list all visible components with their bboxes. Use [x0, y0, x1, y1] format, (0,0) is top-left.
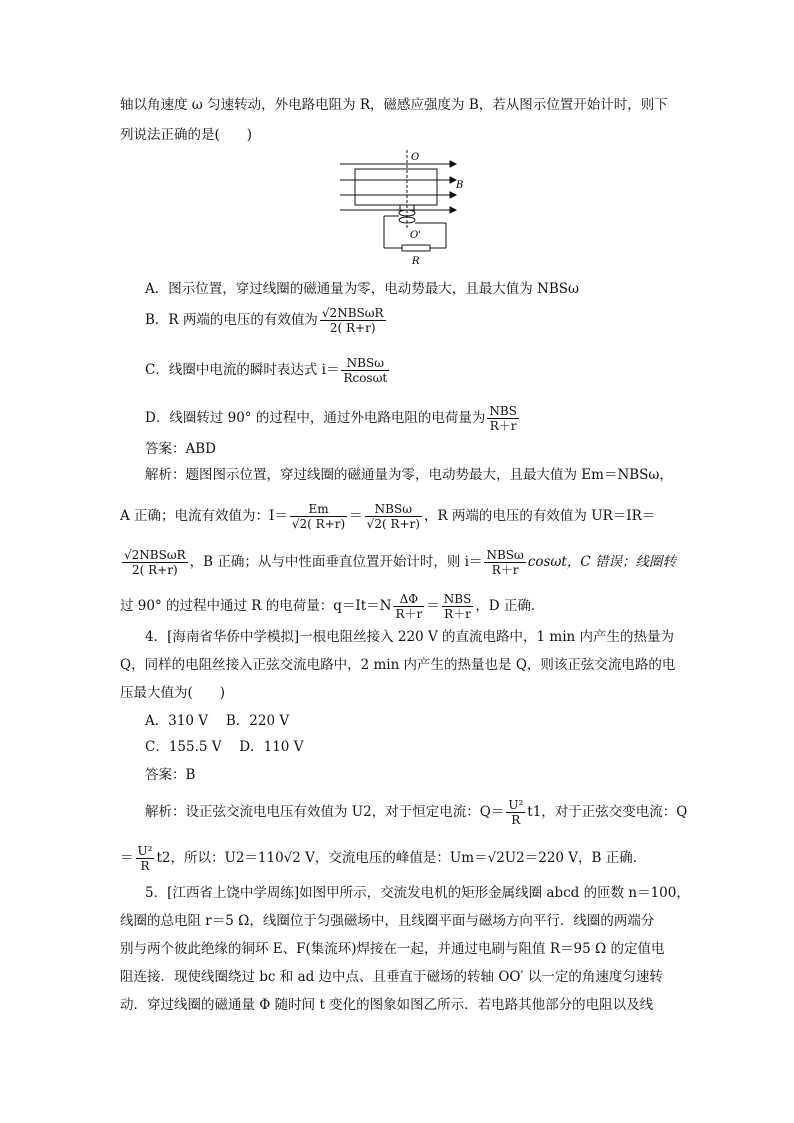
q4-options-cd: C．155.5 V D．110 V: [145, 739, 304, 755]
explanation-q4-line-1: 解析：设正弦交流电电压有效值为 U2，对于恒定电流：Q＝ $\frac{\text{U²}}{R}$ t1，对于正弦交变电流：Q: [145, 798, 688, 827]
label-o: O: [411, 152, 420, 163]
explanation-q3-line-1: 解析：题图图示位置，穿过线圈的磁通量为零，电动势最大，且最大值为 Em＝NBSω，: [145, 467, 673, 483]
explanation-q4-line-2: ＝ $\frac{\text{U²}}{R}$ t2，所以：U2＝110√2 V，交流电压的峰值是：Um＝√2U2＝220 V，B 正确．: [120, 844, 647, 873]
explanation-q3-line-4: 过 90° 的过程中通过 R 的电荷量：q＝It＝N $\frac{\Delta\Phi}{R+r}$ ＝ $\frac{\text{NBS}}{R+r}$ ，D 正确．: [120, 592, 545, 621]
answer-q4: 答案：B: [145, 767, 196, 783]
fraction: $\frac{\text{U²}}{R}$: [508, 798, 524, 827]
explanation-q3-line-2: A 正确；电流有效值为：I＝ $\frac{Em}{√2( R+r)}$ ＝ $\frac{\text{NBSω}}{√2( R+r)}$ ，R 两端的电压的有效值为 UR＝IR＝: [120, 502, 656, 531]
fraction: $\frac{Em}{√2( R+r)}$: [291, 502, 346, 531]
q5-line-2: 线圈的总电阻 r＝5 Ω，线圈位于匀强磁场中，且线圈平面与磁场方向平行．线圈的两端分: [120, 913, 655, 929]
option-b: B．R 两端的电压的有效值为 $\frac{\text{√2NBSωR}}{2( R+r)}$: [145, 306, 384, 335]
fraction: $\frac{\text{NBSω}}{R+r}$: [486, 548, 524, 577]
option-c: C．线圈中电流的瞬时表达式 i＝ $\frac{\text{NBSω}}{Rcos\omega t}$: [145, 356, 388, 385]
fraction: $\frac{\text{NBSω}}{Rcos\omega t}$: [343, 356, 388, 385]
q5-line-4: 阻连接．现使线圈绕过 bc 和 ad 边中点、且垂直于磁场的转轴 OO′ 以一定的角速度匀速转: [120, 969, 663, 985]
explanation-q3-line-3: $\frac{\text{√2NBSωR}}{2( R+r)}$ ，B 正确；从与中性面垂直位置开始计时，则 i＝ $\frac{\text{NBSω}}{R+r}$ cosωt，C 错误；线圈转: [124, 548, 676, 577]
intro-line-2: 列说法正确的是( ): [120, 127, 253, 143]
q4-options-ab: A．310 V B．220 V: [145, 713, 290, 729]
q5-line-3: 别与两个彼此绝缘的铜环 E、F(集流环)焊接在一起，并通过电刷与阻值 R＝95 Ω 的定值电: [120, 941, 665, 957]
label-r: R: [412, 256, 420, 267]
fraction: $\frac{\Delta\Phi}{R+r}$: [395, 592, 423, 621]
fraction: $\frac{\text{U²}}{R}$: [137, 844, 153, 873]
fraction: $\frac{\text{NBSω}}{√2( R+r)}$: [366, 502, 420, 531]
option-d: D．线圈转过 90° 的过程中，通过外电路电阻的电荷量为 $\frac{\text{NBS}}{R+r}$: [145, 404, 517, 433]
label-o-prime: O': [410, 230, 421, 241]
fraction: $\frac{\text{√2NBSωR}}{2( R+r)}$: [124, 548, 186, 577]
q4-line-1: 4．[海南省华侨中学模拟]一根电阻丝接入 220 V 的直流电路中，1 min 内产生的热量为: [145, 629, 674, 645]
q4-line-3: 压最大值为( ): [120, 685, 226, 701]
fraction: $\frac{\text{NBS}}{R+r}$: [489, 404, 517, 433]
fraction: $\frac{\text{NBS}}{R+r}$: [443, 592, 472, 621]
fraction: $\frac{\text{√2NBSωR}}{2( R+r)}$: [321, 306, 384, 335]
q5-line-5: 动．穿过线圈的磁通量 Φ 随时间 t 变化的图象如图乙所示．若电路其他部分的电阻以及线: [120, 997, 654, 1013]
intro-line-1: 轴以角速度 ω 匀速转动，外电路电阻为 R，磁感应强度为 B，若从图示位置开始计时，则下: [120, 97, 668, 113]
option-a: A．图示位置，穿过线圈的磁通量为零，电动势最大，且最大值为 NBSω: [145, 281, 580, 297]
generator-diagram: [340, 150, 480, 275]
q4-line-2: Q，同样的电阻丝接入正弦交流电路中，2 min 内产生的热量也是 Q，则该正弦交流电路的电: [120, 657, 676, 673]
label-b: B: [456, 180, 464, 191]
q5-line-1: 5．[江西省上饶中学周练]如图甲所示，交流发电机的矩形金属线圈 abcd 的匝数 n＝100，: [145, 885, 690, 901]
answer-q3: 答案：ABD: [145, 441, 216, 457]
